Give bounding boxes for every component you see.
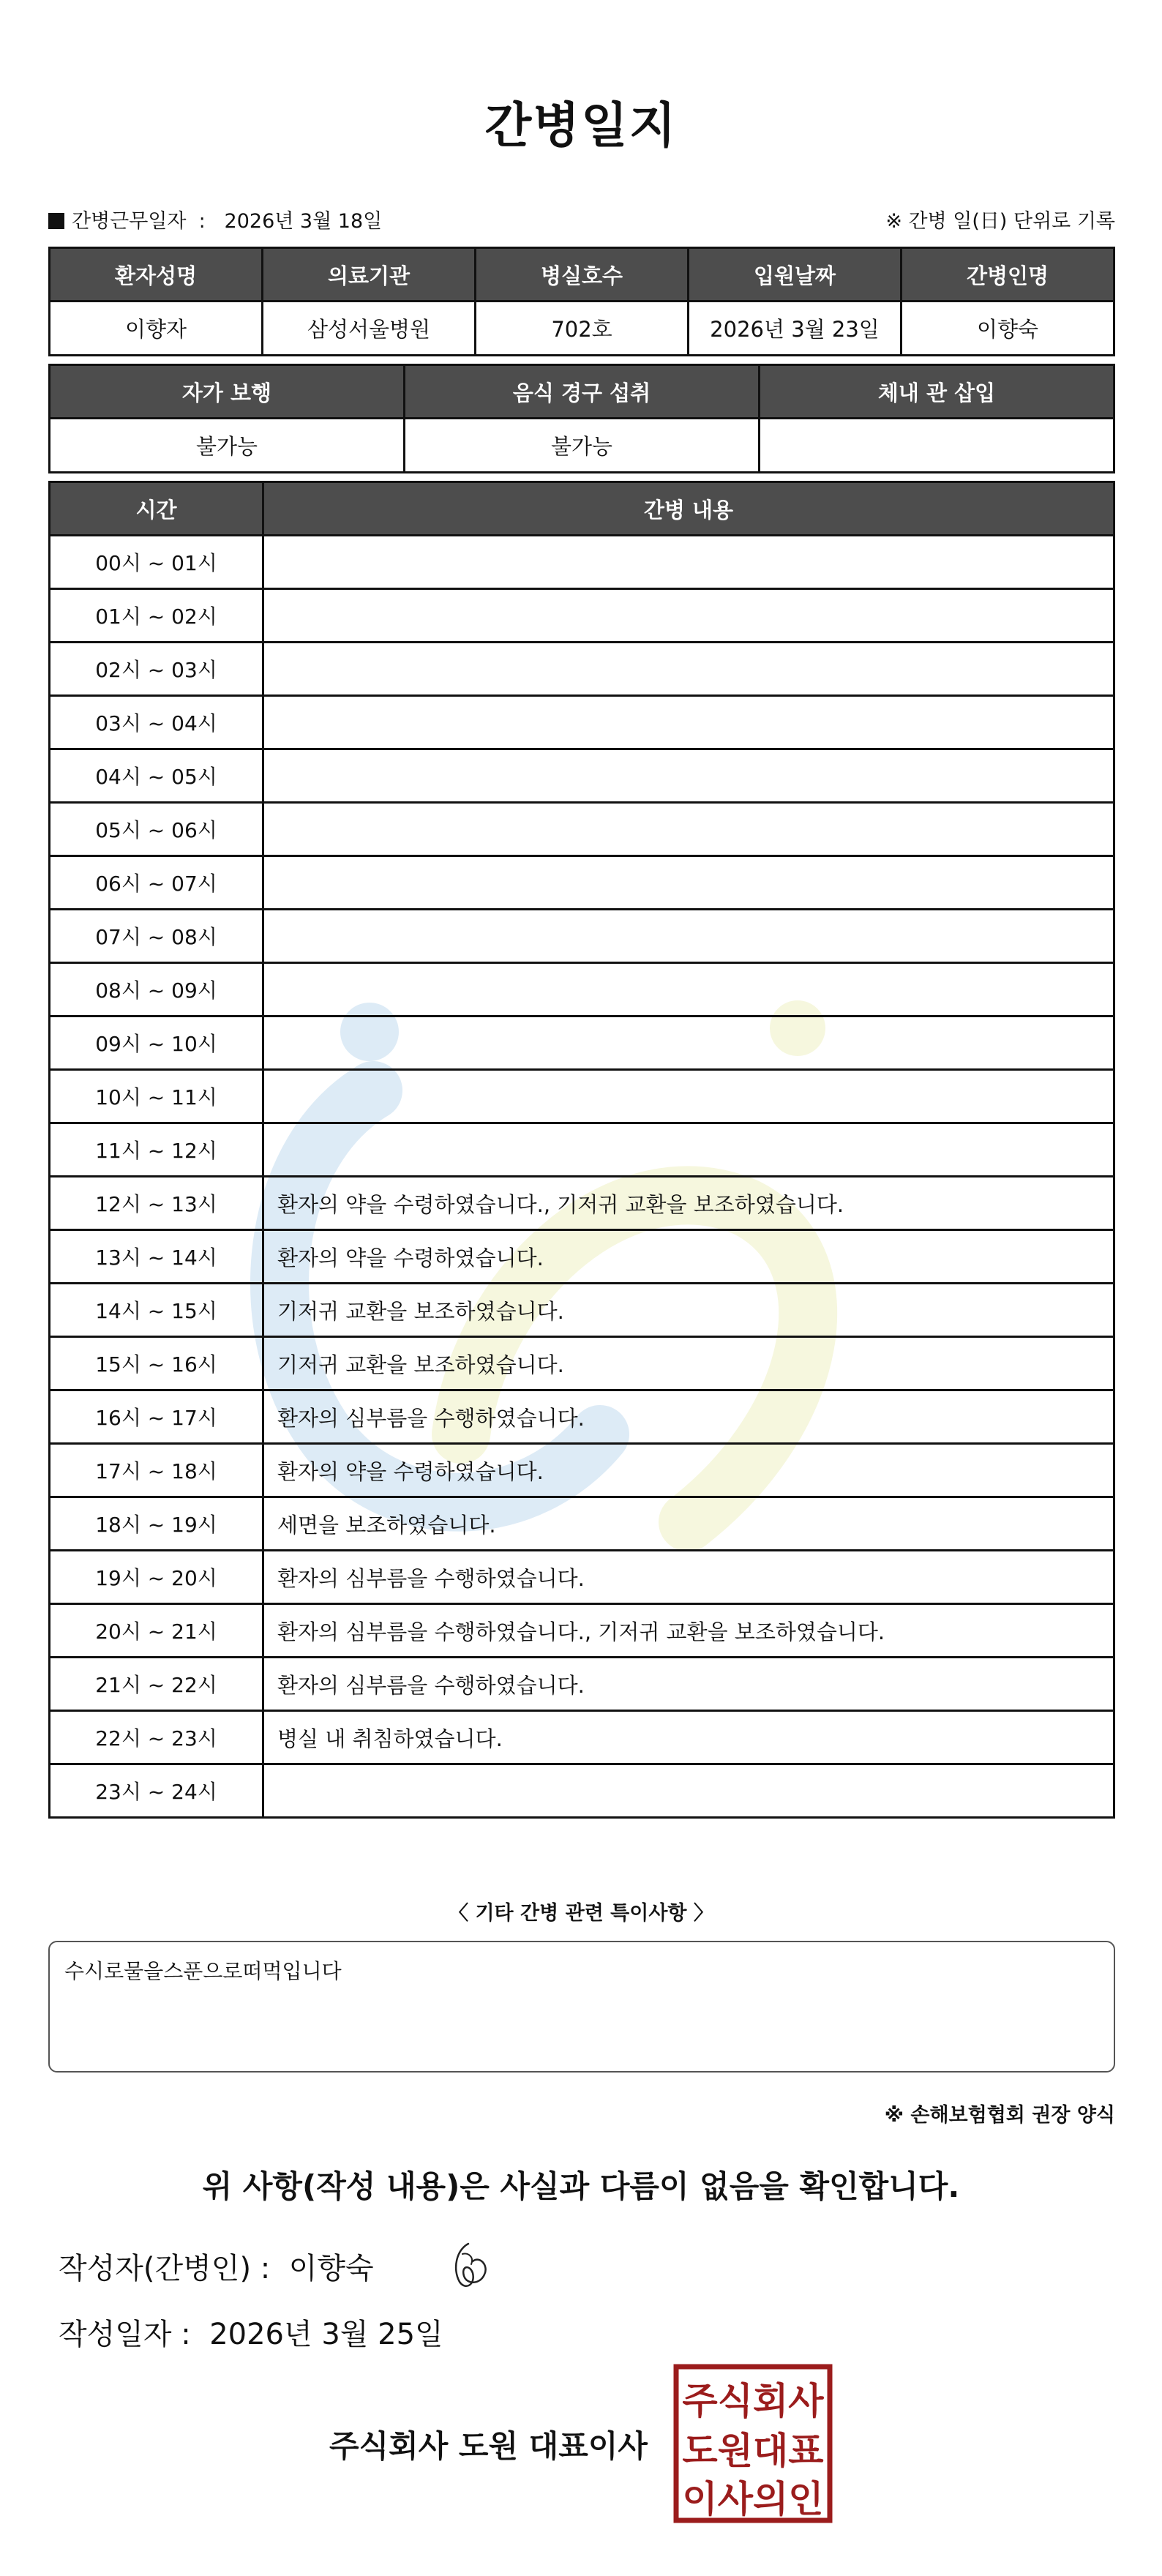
table-row xyxy=(50,803,1114,856)
time-cell: 20시 ~ 21시 xyxy=(50,1604,263,1658)
content-cell: 환자의 약을 수령하였습니다. xyxy=(263,1230,1114,1284)
table-header-row xyxy=(50,248,1114,302)
patient-name: 이향자 xyxy=(50,302,263,356)
table-row xyxy=(50,419,1114,473)
table-row xyxy=(50,1016,1114,1070)
table-row xyxy=(50,1284,1114,1337)
table-row xyxy=(50,1551,1114,1604)
table-header-row xyxy=(50,482,1114,536)
colon: : xyxy=(192,210,218,233)
time-cell: 11시 ~ 12시 xyxy=(50,1123,263,1177)
time-cell: 07시 ~ 08시 xyxy=(50,910,263,963)
content-cell xyxy=(263,1764,1114,1818)
time-cell: 13시 ~ 14시 xyxy=(50,1230,263,1284)
table-row xyxy=(50,910,1114,963)
tube-insertion xyxy=(760,419,1114,473)
content-cell: 기저귀 교환을 보조하였습니다. xyxy=(263,1337,1114,1390)
content-cell xyxy=(263,1016,1114,1070)
content-cell: 환자의 약을 수령하였습니다., 기저귀 교환을 보조하였습니다. xyxy=(263,1177,1114,1230)
caregiver-name: 이향숙 xyxy=(902,302,1114,356)
table-row xyxy=(50,963,1114,1016)
table-row xyxy=(50,856,1114,910)
header-self-walking: 자가 보행 xyxy=(50,365,405,419)
header-caregiver-name: 간병인명 xyxy=(902,248,1114,302)
time-cell: 04시 ~ 05시 xyxy=(50,749,263,803)
time-cell: 14시 ~ 15시 xyxy=(50,1284,263,1337)
header-hospital: 의료기관 xyxy=(263,248,476,302)
table-row xyxy=(50,1444,1114,1497)
header-care-content: 간병 내용 xyxy=(263,482,1114,536)
content-cell xyxy=(263,963,1114,1016)
work-date-row xyxy=(48,199,1115,236)
time-cell: 22시 ~ 23시 xyxy=(50,1711,263,1764)
header-room-number: 병실호수 xyxy=(476,248,689,302)
time-cell: 06시 ~ 07시 xyxy=(50,856,263,910)
table-row xyxy=(50,1764,1114,1818)
square-bullet-icon xyxy=(48,213,64,229)
table-row xyxy=(50,1123,1114,1177)
author-label: 작성자(간병인) : xyxy=(59,2252,271,2285)
admission-date: 2026년 3월 23일 xyxy=(689,302,902,356)
table-row xyxy=(50,749,1114,803)
written-date-label: 작성일자 : xyxy=(59,2318,191,2351)
recommended-form-note: ※ 손해보험협회 권장 양식 xyxy=(884,2104,1115,2127)
header-tube-insertion: 체내 관 삽입 xyxy=(760,365,1114,419)
room-number: 702호 xyxy=(476,302,689,356)
header-time: 시간 xyxy=(50,482,263,536)
content-cell: 환자의 심부름을 수행하였습니다. xyxy=(263,1658,1114,1711)
time-cell: 08시 ~ 09시 xyxy=(50,963,263,1016)
content-cell xyxy=(263,696,1114,749)
written-date-value: 2026년 3월 25일 xyxy=(209,2318,443,2351)
time-cell: 02시 ~ 03시 xyxy=(50,643,263,696)
time-cell: 05시 ~ 06시 xyxy=(50,803,263,856)
table-row xyxy=(50,302,1114,356)
table-row xyxy=(50,1604,1114,1658)
content-cell xyxy=(263,1123,1114,1177)
content-cell xyxy=(263,910,1114,963)
content-cell: 세면을 보조하였습니다. xyxy=(263,1497,1114,1551)
content-cell xyxy=(263,1070,1114,1123)
header-admission-date: 입원날짜 xyxy=(689,248,902,302)
content-cell xyxy=(263,643,1114,696)
table-row xyxy=(50,1711,1114,1764)
table-header-row xyxy=(50,365,1114,419)
table-row xyxy=(50,1070,1114,1123)
author-name: 이향숙 xyxy=(288,2252,374,2285)
time-cell: 18시 ~ 19시 xyxy=(50,1497,263,1551)
table-row xyxy=(50,1230,1114,1284)
content-cell: 기저귀 교환을 보조하였습니다. xyxy=(263,1284,1114,1337)
work-date xyxy=(48,205,382,233)
table-row xyxy=(50,696,1114,749)
author-line xyxy=(59,2245,374,2287)
time-cell: 00시 ~ 01시 xyxy=(50,536,263,589)
time-cell: 21시 ~ 22시 xyxy=(50,1658,263,1711)
time-cell: 12시 ~ 13시 xyxy=(50,1177,263,1230)
time-cell: 03시 ~ 04시 xyxy=(50,696,263,749)
time-cell: 23시 ~ 24시 xyxy=(50,1764,263,1818)
company-signature: 주식회사 도원 대표이사 xyxy=(329,2428,648,2464)
hospital: 삼성서울병원 xyxy=(263,302,476,356)
header-oral-intake: 음식 경구 섭취 xyxy=(405,365,760,419)
table-row xyxy=(50,1497,1114,1551)
written-date-line xyxy=(59,2311,443,2353)
content-cell xyxy=(263,749,1114,803)
confirmation-statement: 위 사항(작성 내용)은 사실과 다름이 없음을 확인합니다. xyxy=(202,2168,960,2204)
self-walking: 불가능 xyxy=(50,419,405,473)
content-cell xyxy=(263,803,1114,856)
seal-line-1: 주식회사 xyxy=(682,2380,824,2422)
table-row xyxy=(50,1390,1114,1444)
content-cell: 환자의 심부름을 수행하였습니다. xyxy=(263,1551,1114,1604)
special-notes-box: 수시로물을스푼으로떠먹입니다 xyxy=(48,1941,1115,2073)
table-row xyxy=(50,589,1114,643)
work-date-value: 2026년 3월 18일 xyxy=(224,210,383,233)
work-date-label: 간병근무일자 xyxy=(72,210,187,233)
content-cell: 환자의 심부름을 수행하였습니다. xyxy=(263,1390,1114,1444)
signature-icon xyxy=(446,2239,492,2292)
content-cell xyxy=(263,536,1114,589)
table-row xyxy=(50,536,1114,589)
time-cell: 01시 ~ 02시 xyxy=(50,589,263,643)
time-cell: 17시 ~ 18시 xyxy=(50,1444,263,1497)
special-notes-title: 〈 기타 간병 관련 특이사항 〉 xyxy=(449,1902,713,1925)
page-title: 간병일지 xyxy=(484,97,678,154)
patient-info-table xyxy=(48,247,1115,356)
seal-line-3: 이사의인 xyxy=(682,2478,824,2520)
table-row xyxy=(50,1658,1114,1711)
oral-intake: 불가능 xyxy=(405,419,760,473)
company-seal-stamp xyxy=(672,2362,834,2525)
table-row xyxy=(50,1337,1114,1390)
patient-status-table xyxy=(48,364,1115,473)
content-cell: 환자의 약을 수령하였습니다. xyxy=(263,1444,1114,1497)
content-cell: 환자의 심부름을 수행하였습니다., 기저귀 교환을 보조하였습니다. xyxy=(263,1604,1114,1658)
table-row xyxy=(50,1177,1114,1230)
content-cell xyxy=(263,589,1114,643)
table-row xyxy=(50,643,1114,696)
time-cell: 09시 ~ 10시 xyxy=(50,1016,263,1070)
time-cell: 10시 ~ 11시 xyxy=(50,1070,263,1123)
content-cell xyxy=(263,856,1114,910)
header-patient-name: 환자성명 xyxy=(50,248,263,302)
content-cell: 병실 내 취침하였습니다. xyxy=(263,1711,1114,1764)
seal-line-2: 도원대표 xyxy=(682,2430,824,2472)
record-unit-note: ※ 간병 일(日) 단위로 기록 xyxy=(885,210,1115,233)
care-log-table xyxy=(48,481,1115,1819)
time-cell: 16시 ~ 17시 xyxy=(50,1390,263,1444)
time-cell: 19시 ~ 20시 xyxy=(50,1551,263,1604)
time-cell: 15시 ~ 16시 xyxy=(50,1337,263,1390)
